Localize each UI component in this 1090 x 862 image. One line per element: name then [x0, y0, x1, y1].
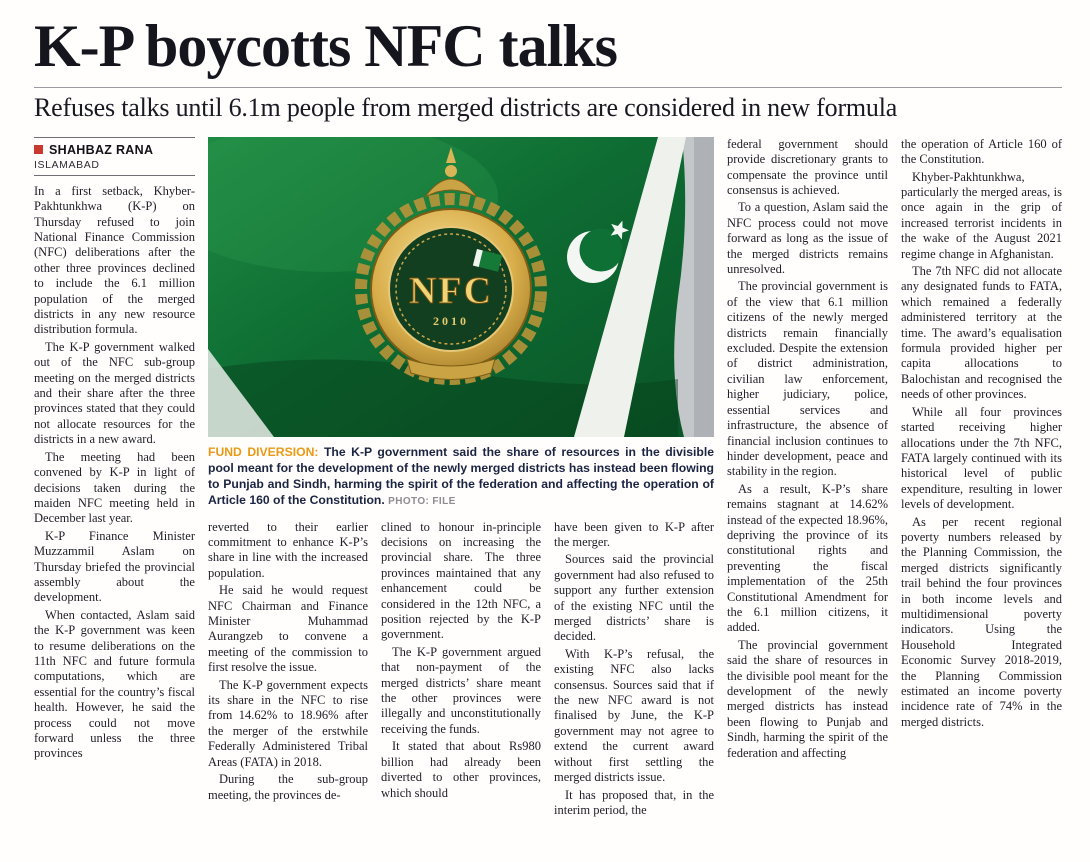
article-body [34, 137, 1062, 833]
caption-kicker: FUND DIVERSION: [208, 444, 319, 459]
byline-author: SHAHBAZ RANA [49, 142, 154, 157]
body-paragraph: Sources said the provincial government had also refused to support any further extension of the existing NFC until the merged districts’ share is decided. [554, 552, 714, 644]
byline [34, 137, 195, 176]
byline-bullet-icon [34, 145, 43, 154]
column-5 [727, 137, 888, 833]
body-paragraph: During the sub-group meeting, the provinces de- [208, 772, 368, 802]
headline: K-P boycotts NFC talks [34, 13, 617, 79]
body-paragraph: The provincial government said the share of resources in the divisible pool meant for the development of the newly merged districts has instead been flowing to Punjab and Sindh, harming the spirit of the federation and affecting [727, 637, 888, 760]
column-6 [901, 137, 1062, 833]
body-paragraph: While all four provinces started receiving higher allocations under the 7th NFC, FATA largely continued with its historical level of public expenditure, resulting in lower levels of development. [901, 404, 1062, 512]
emblem-nfc-text: NFC [408, 269, 494, 312]
body-paragraph: federal government should provide discretionary grants to compensate the province until consensus is achieved. [727, 136, 888, 197]
column-1 [34, 137, 195, 833]
article-photo [208, 137, 714, 437]
body-paragraph: When contacted, Aslam said the K-P government was keen to resume deliberations on the 11th NFC and future formula computations, which are essential for the country’s fiscal health. However, he said the process could not move forward unless the three provinces [34, 607, 195, 761]
byline-location: ISLAMABAD [34, 158, 100, 171]
photo-credit: PHOTO: FILE [388, 496, 456, 508]
body-paragraph: As a result, K-P’s share remains stagnant at 14.62% instead of the expected 18.96%, depriving the province of its constitutional rights and preventing the fiscal implementation of the 25th Constitutional Amendment for the 6.1 million citizens, it added. [727, 481, 888, 635]
inner-columns [208, 520, 714, 821]
body-paragraph: the operation of Article 160 of the Constitution. [901, 136, 1062, 167]
body-paragraph: The provincial government is of the view that 6.1 million citizens of the newly merged districts remain financially excluded. Despite the extension of district administration, civilian law enforcement, higher judiciary, police, essential services and infrastructure, the absence of financial inclusion continues to hinder development, peace and stability in the region. [727, 279, 888, 479]
body-paragraph: reverted to their earlier commitment to enhance K-P’s share in line with the increased population. [208, 519, 368, 580]
column-4 [554, 520, 714, 821]
photo-caption [208, 444, 714, 511]
body-paragraph: The meeting had been convened by K-P in light of decisions taken during the maiden NFC meeting held in December last year. [34, 449, 195, 526]
body-paragraph: As per recent regional poverty numbers released by the Planning Commission, the merged districts significantly trail behind the four provinces in both income levels and multidimensional poverty indicators. Using the Household Integrated Economic Survey 2018-2019, the Planning Commission estimated an income poverty incidence rate of 74% in the merged districts. [901, 514, 1062, 729]
body-paragraph: The K-P government expects its share in the NFC to rise from 14.62% to 18.96% after the merger of the erstwhile Federally Administered Tribal Areas (FATA) in 2018. [208, 677, 368, 769]
subheadline: Refuses talks until 6.1m people from merged districts are considered in new formula [34, 93, 898, 123]
body-paragraph: Khyber-Pakhtunkhwa, particularly the merged areas, is once again in the grip of increased terrorist incidents in the wake of the August 2021 regime change in Afghanistan. [901, 169, 1062, 261]
body-paragraph: K-P Finance Minister Muzzammil Aslam on Thursday briefed the provincial assembly about the development. [34, 528, 195, 605]
caption-text: The K-P government said the share of resources in the divisible pool meant for the development of the newly merged districts has instead been flowing to Punjab and Sindh, harming the spirit of the federation and affecting the operation of Article 160 of the Constitution. [208, 444, 714, 508]
body-paragraph: The K-P government walked out of the NFC sub-group meeting on the merged districts and their share after the three provinces stated that they could not allocate resources for the districts in a new award. [34, 339, 195, 447]
body-paragraph: He said he would request NFC Chairman and Finance Minister Muhammad Aurangzeb to convene a meeting of the commission to first resolve the issue. [208, 583, 368, 675]
column-2 [208, 520, 368, 821]
body-paragraph: To a question, Aslam said the NFC process could not move forward as long as the issue of the merged districts remains unresolved. [727, 200, 888, 277]
column-3 [381, 520, 541, 821]
body-paragraph: With K-P’s refusal, the existing NFC also lacks consensus. Sources said that if the new NFC award is not finalised by June, the K-P government may not agree to extend the current award without first settling the merged districts issue. [554, 646, 714, 785]
body-paragraph: In a first setback, Khyber-Pakhtunkhwa (K-P) on Thursday refused to join National Finance Commission (NFC) deliberations after the other three provinces declined to include the 6.1 million population of the merged districts in any new resource distribution formula. [34, 183, 195, 337]
nfc-emblem-photo [208, 137, 714, 437]
body-paragraph: clined to honour in-principle decisions on increasing the provincial share. The three provinces maintained that any enhancement could be considered in the 12th NFC, a position rejected by the K-P government. [381, 519, 541, 642]
body-paragraph: It stated that about Rs980 billion had already been diverted to other provinces, which should [381, 739, 541, 800]
emblem-year-text: 2010 [433, 313, 469, 328]
body-paragraph: have been given to K-P after the merger. [554, 519, 714, 549]
body-paragraph: The K-P government argued that non-payment of the merged districts’ share meant the other provinces were illegally and unconstitutionally receiving the funds. [381, 644, 541, 736]
center-block [208, 137, 714, 833]
body-paragraph: It has proposed that, in the interim period, the [554, 787, 714, 817]
body-paragraph: The 7th NFC did not allocate any designated funds to FATA, which remained a federally administered territory at the time. The award’s equalisation formula provided higher per capita allocations to Balochistan and recognised the needs of other provinces. [901, 264, 1062, 402]
headline-rule [34, 87, 1062, 88]
